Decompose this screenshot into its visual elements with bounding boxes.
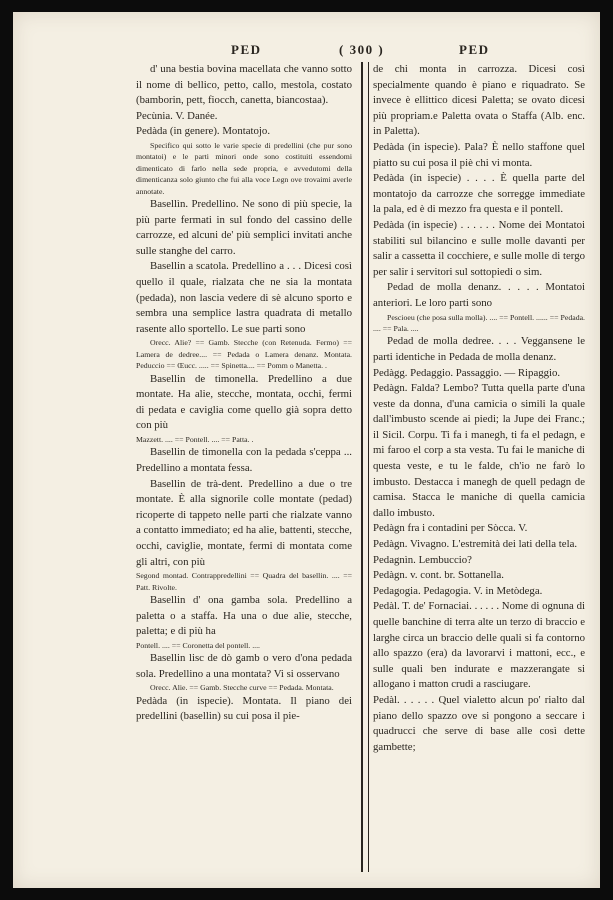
dictionary-entry: Pedàda (in ispecie). Montata. Il piano dei predellini (basellin) su cui posa il pie-	[136, 694, 352, 723]
dictionary-entry: Pecùnia. V. Danée.	[136, 109, 218, 122]
dictionary-entry: Basellin de trà-dent. Predellino a due o tre montate. È alla signorile colle montate (pedad) ricoperte di tappeto nelle parti che rialzate vanno a contatto immediato; ed ha alie, battenti, stecche, occhi, caviglie, montate, fermi di montata come gli altri, con più	[136, 477, 352, 568]
dictionary-entry: Pedagnìn. Lembuccio?	[373, 553, 472, 566]
dictionary-entry: Basellin a scatola. Predellino a . . . Dicesi così quello il quale, rialzata che ne sia la montata (pedada), non lascia vedere di sè alcuno sporto e sembra una semplice lastra quadrata di metallo rasente allo sportello. Le sue parti sono	[136, 260, 352, 335]
dictionary-note: Orecc. Alie? == Gamb. Stecche (con Retenuda. Fermo) == Lamera de dedree.... == Pedada o Lamera denanz. Montata. Peduccio == Œucc. ..... == Spinetta.... == Pomm o Manetta. .	[136, 338, 352, 371]
dictionary-entry: Basellin lisc de dò gamb o vero d'ona pedada sola. Predellino a una montata? Vi si osservano	[136, 652, 352, 680]
dictionary-page	[13, 12, 600, 888]
right-column	[373, 62, 585, 755]
dictionary-note: Mazzett. .... == Pontell. .... == Patta. .	[136, 434, 254, 444]
running-head-right: PED	[459, 42, 490, 57]
dictionary-entry: Pedàda (in ispecie) . . . . . . Nome dei Montatoi stabiliti sul bilancino e sulle molle davanti per salir a cassetta il cocchiere, e sulle molle di tergo per salir i servitori sul sottopiedi o sim.	[373, 218, 585, 278]
dictionary-entry: de chi monta in carrozza. Dicesi così specialmente quando è piano e riquadrato. Se invece è ellittico dicesi Paletta; se ovato dicesi più propriam.e Paletta ovata o Staffa (Alb. enc. in Paletta).	[373, 63, 585, 138]
dictionary-entry: Basellìn. Predellino. Ne sono di più specie, la più parte fermati in sul fondo del cassino delle carrozze, ed alcuni de' più semplici invitati anche sulle stanghe del carro.	[136, 198, 352, 257]
left-column	[136, 62, 352, 725]
dictionary-entry: Pedàgn. v. cont. br. Sottanella.	[373, 569, 504, 582]
dictionary-entry: Basellin d' ona gamba sola. Predellino a paletta o a staffa. Ha una o due alie, stecche, paletta; e di più ha	[136, 593, 352, 638]
dictionary-note: Segond montad. Contrappredellini == Quadra del basellin. .... == Patt. Rivolte.	[136, 571, 352, 592]
dictionary-entry: Pedagogia. Pedagogia. V. in Metòdega.	[373, 584, 543, 597]
dictionary-entry: Pedàgg. Pedaggio. Passaggio. — Ripaggio.	[373, 366, 561, 379]
dictionary-entry: Pedàgn. Falda? Lembo? Tutta quella parte d'una veste da donna, d'una camicia o simili la quale dall'imbusto scende ai piedi; la Jupe dei Franc.; il Sicil. Corpu. Ti fa i manegh, ti fa el pedagn, e mi faroo el corp a sta vesta. Tu fai le maniche di questa veste, e tu le falde, ch'io ne farò lo imbusto. Destacca i manegh de quell pedagn de camisa. Stacca le maniche di quella camicia dallo imbusto.	[373, 382, 585, 519]
dictionary-entry: Pedàgn. Vivagno. L'estremità dei lati della tela.	[373, 538, 578, 551]
page-number: ( 300 )	[339, 42, 385, 57]
dictionary-entry: Pedàda (in ispecie). Pala? È nello staffone quel piatto su cui posa il piè chi vi monta.	[373, 140, 585, 169]
dictionary-entry: Pedàl. T. de' Fornaciai. . . . . . Nome di ognuna di quelle banchine di terra alte un terzo di braccio e larghe circa un braccio delle quali si fa contorno allo spazzo (era) da lavorarvi i mattoni, ecc., e sulle quali ben indurate e mazzerangate si allogano i matton crudi a rasciugare.	[373, 600, 585, 691]
dictionary-entry: d' una bestia bovina macellata che vanno sotto il nome di bellico, petto, callo, mestola, costato (bamborin, pett, fiocch, canetta, biancostaa).	[136, 63, 352, 107]
dictionary-entry: Pedàda (in genere). Montatojo.	[136, 125, 271, 138]
dictionary-note: Orecc. Alie. == Gamb. Stecche curve == Pedada. Montata.	[150, 683, 334, 693]
dictionary-note: Pescioeu (che posa sulla molla). .... == Pontell. ...... == Pedada. .... == Pala. ....	[373, 312, 585, 333]
dictionary-entry: Pedàl. . . . . . Quel vialetto alcun po' rialto dal piano dello spazzo ove si pongono a seccare i quadrucci che serve di base alle così dette gambette;	[373, 693, 585, 753]
dictionary-note: Pontell. .... == Coronetta del pontell. ....	[136, 640, 261, 650]
dictionary-entry: Pedad de molla denanz. . . . . Montatoi anteriori. Le loro parti sono	[373, 281, 585, 309]
dictionary-entry: Basellin de timonella. Predellino a due montate. Ha alie, stecche, montata, occhi, fermi di pedata e caviglia come quello già sopra detto con più	[136, 372, 352, 432]
dictionary-entry: Pedad de molla dedree. . . . Veggansene le parti identiche in Pedada de molla denanz.	[373, 335, 585, 363]
dictionary-entry: Pedàgn fra i contadini per Sòcca. V.	[373, 522, 528, 535]
dictionary-entry: Basellin de timonella con la pedada s'ceppa ... Predellino a montata fessa.	[136, 446, 352, 474]
column-divider-rule	[361, 62, 369, 872]
dictionary-entry: Pedàda (in ispecie) . . . . È quella parte del montatojo da carrozze che sorregge immediate la pala, ed è di mezzo fra questa e il pontell.	[373, 172, 585, 216]
dictionary-note: Specifico qui sotto le varie specie di predellini (che pur sono montatoi) e le parti minori onde sono costituiti essendomi dimenticato di farlo nella sede propria, e avvedutomi della dimenticanza solo giunto che fui alla voce Legn ove trovaimi averle annotate.	[136, 140, 352, 196]
running-head-left: PED	[231, 42, 262, 57]
